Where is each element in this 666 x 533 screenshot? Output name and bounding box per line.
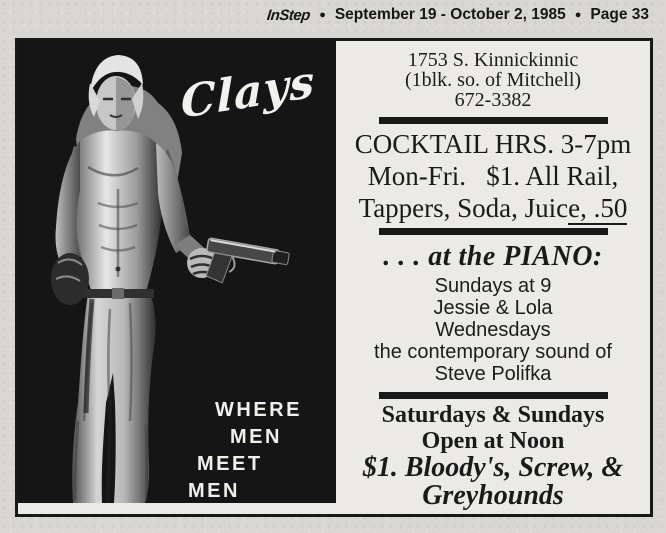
tagline-line: MEET [197, 453, 263, 475]
address-street: 1753 S. Kinnickinnic [407, 49, 579, 71]
ad-text-column [338, 41, 648, 511]
piano-schedule-line: the contemporary sound of [374, 341, 612, 363]
piano-schedule-line: Jessie & Lola [433, 297, 553, 319]
page-number: Page 33 [590, 6, 649, 23]
weekend-days-line: Saturdays & Sundays [381, 402, 605, 428]
venue-panel [18, 41, 336, 503]
address-cross-street: (1blk. so. of Mitchell) [404, 69, 582, 91]
cocktail-price-line: Mon-Fri. $1. All Rail, [367, 161, 619, 191]
venue-logo: Clays [180, 56, 316, 129]
venue-tagline [188, 397, 333, 503]
bullet-separator-icon: ● [574, 8, 582, 21]
tagline-line: MEN [188, 480, 240, 502]
cocktail-drinks-line: Tappers, Soda, Juice, .50 [358, 193, 628, 223]
magazine-logo: InStep [266, 6, 312, 24]
tagline-line: WHERE [215, 399, 302, 421]
weekend-drinks-line: $1. Bloody's, Screw, & [362, 452, 624, 483]
tagline-line: MEN [230, 426, 282, 448]
piano-schedule-line: Wednesdays [435, 319, 551, 341]
weekend-specials-section [338, 402, 648, 510]
piano-schedule-line: Steve Polifka [434, 363, 552, 385]
cocktail-hours-section [338, 128, 648, 224]
divider-bar [379, 392, 608, 399]
issue-date: September 19 - October 2, 1985 [334, 6, 566, 23]
phone-number: 672-3382 [454, 89, 532, 111]
address-block [338, 41, 648, 110]
weekend-drinks-line: Greyhounds [422, 480, 564, 511]
cocktail-hours-line: COCKTAIL HRS. 3-7pm [354, 129, 632, 159]
divider-bar [379, 117, 608, 124]
weekend-open-line: Open at Noon [421, 428, 565, 454]
piano-heading: . . . at the PIANO: [383, 241, 603, 272]
page-header [267, 6, 649, 24]
advertisement-frame [15, 38, 653, 517]
piano-schedule-line: Sundays at 9 [434, 275, 552, 297]
divider-bar [379, 228, 608, 235]
piano-schedule [338, 275, 648, 385]
bullet-separator-icon: ● [319, 8, 326, 21]
